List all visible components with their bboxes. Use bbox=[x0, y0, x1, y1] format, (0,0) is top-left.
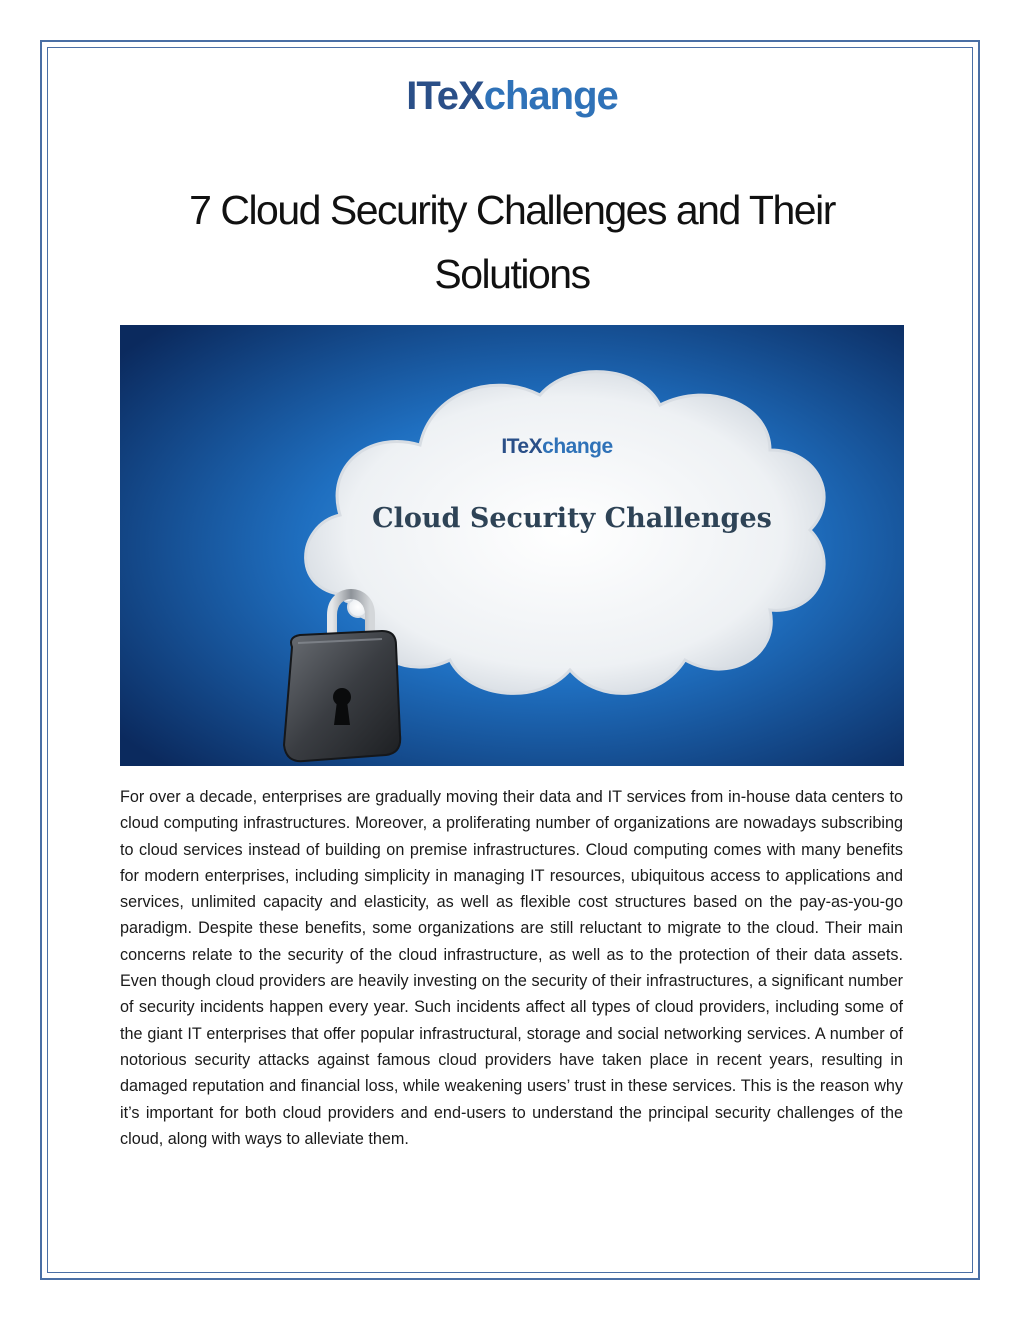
title-line-1: 7 Cloud Security Challenges and Their bbox=[189, 187, 835, 233]
hero-illustration bbox=[120, 325, 904, 766]
hero-logo-ite: ITe bbox=[501, 435, 529, 458]
hero-logo-x: X bbox=[528, 435, 543, 458]
itexchange-logo bbox=[0, 74, 1024, 119]
logo-text-x: X bbox=[458, 74, 484, 118]
hero-image bbox=[120, 325, 904, 766]
article-body-paragraph: For over a decade, enterprises are gradually moving their data and IT services from in-house data centers to cloud computing infrastructures. Moreover, a proliferating number of organizations are nowadays subscribing to cloud services instead of building on premise infrastructures. Cloud computing comes with many benefits for modern enterprises, including simplicity in managing IT resources, ubiquitous access to applications and services, unlimited capacity and elasticity, as well as flexible cost structures based on the pay-as-you-go paradigm. Despite these benefits, some organizations are still reluctant to migrate to the cloud. Their main concerns relate to the security of the cloud infrastructure, as well as to the protection of their data assets. Even though cloud providers are heavily investing on the security of their infrastructures, a significant number of security incidents happen every year. Such incidents affect all types of cloud providers, including some of the giant IT enterprises that offer popular infrastructural, storage and social networking services. A number of notorious security attacks against famous cloud providers have taken place in recent years, resulting in damaged reputation and financial loss, while weakening users’ trust in these services. This is the reason why it’s important for both cloud providers and end-users to understand the principal security challenges of the cloud, along with ways to alleviate them. bbox=[120, 788, 903, 1148]
hero-logo-change: change bbox=[542, 435, 613, 458]
hero-caption: Cloud Security Challenges bbox=[372, 503, 772, 534]
logo-text-ite: ITe bbox=[406, 74, 459, 118]
page-title bbox=[0, 178, 1024, 306]
title-line-2: Solutions bbox=[434, 251, 590, 297]
logo-text-change: change bbox=[483, 74, 618, 118]
hero-logo bbox=[501, 435, 612, 458]
